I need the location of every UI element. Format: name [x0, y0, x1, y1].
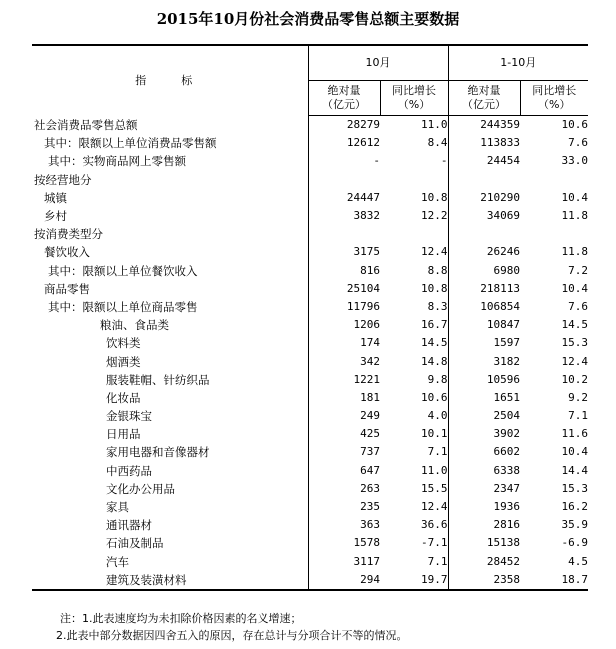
row-label: 乡村	[32, 207, 308, 225]
ytd-growth: 7.1	[568, 409, 588, 423]
ytd-growth: 10.4	[561, 281, 588, 295]
oct-value: 1206	[353, 318, 380, 332]
table-row	[32, 152, 588, 170]
row-label: 日用品	[32, 425, 308, 443]
oct-growth	[380, 225, 448, 243]
oct-growth: 4.0	[380, 407, 448, 425]
row-label: 文化办公用品	[32, 480, 308, 498]
oct-value: 25104	[346, 281, 380, 295]
oct-growth: 12.4	[380, 243, 448, 261]
oct-value: 174	[360, 336, 380, 350]
table-row	[32, 316, 588, 334]
row-label: 其中：实物商品网上零售额	[32, 152, 308, 170]
row-label: 按经营地分	[32, 171, 308, 189]
ytd-growth: 4.5	[568, 554, 588, 568]
oct-growth: 7.1	[380, 553, 448, 571]
table-row	[32, 462, 588, 480]
ytd-value: 2816	[493, 518, 520, 532]
row-label: 化妆品	[32, 389, 308, 407]
oct-value: 816	[360, 263, 380, 277]
table-row	[32, 225, 588, 243]
table-row	[32, 298, 588, 316]
table-row	[32, 407, 588, 425]
row-label: 烟酒类	[32, 352, 308, 370]
ytd-growth: 15.3	[561, 336, 588, 350]
oct-growth: 36.6	[380, 516, 448, 534]
ytd-value: 10596	[486, 372, 520, 386]
oct-growth: 11.0	[380, 462, 448, 480]
oct-value: 11796	[346, 299, 380, 313]
oct-growth: 8.8	[380, 262, 448, 280]
oct-value: 3832	[353, 209, 380, 223]
table-row	[32, 334, 588, 352]
oct-growth: 7.1	[380, 443, 448, 461]
ytd-growth: 11.8	[561, 245, 588, 259]
oct-growth: 14.8	[380, 352, 448, 370]
ytd-value: 2358	[448, 571, 520, 590]
oct-growth: 15.5	[380, 480, 448, 498]
row-label: 按消费类型分	[32, 225, 308, 243]
oct-value: 24447	[346, 190, 380, 204]
oct-value: 425	[360, 427, 380, 441]
row-label: 建筑及装潢材料	[32, 571, 308, 590]
oct-growth: 8.3	[380, 298, 448, 316]
table-row	[32, 189, 588, 207]
oct-growth: -	[380, 152, 448, 170]
row-label: 石油及制品	[32, 534, 308, 552]
table-row	[32, 280, 588, 298]
ytd-growth: 18.7	[520, 571, 588, 590]
oct-growth: 19.7	[380, 571, 448, 590]
ytd-value: 218113	[480, 281, 520, 295]
row-label: 金银珠宝	[32, 407, 308, 425]
table-row	[32, 480, 588, 498]
oct-growth	[380, 171, 448, 189]
table-row	[32, 443, 588, 461]
oct-growth: 10.1	[380, 425, 448, 443]
table-row	[32, 425, 588, 443]
row-label: 城镇	[32, 189, 308, 207]
ytd-growth: 33.0	[561, 154, 588, 168]
ytd-growth: 10.2	[561, 372, 588, 386]
ytd-value: 28452	[486, 554, 520, 568]
table-row	[32, 352, 588, 370]
oct-growth: 10.8	[380, 189, 448, 207]
oct-growth: 12.2	[380, 207, 448, 225]
ytd-value: 1651	[493, 390, 520, 404]
row-label: 社会消费品零售总额	[32, 116, 308, 135]
ytd-value: 1936	[493, 500, 520, 514]
ytd-value: 2504	[493, 409, 520, 423]
table-row	[32, 171, 588, 189]
oct-value: 737	[360, 445, 380, 459]
row-label: 家用电器和音像器材	[32, 443, 308, 461]
row-label: 通讯器材	[32, 516, 308, 534]
ytd-growth: 11.6	[561, 427, 588, 441]
oct-growth: 16.7	[380, 316, 448, 334]
row-label: 粮油、食品类	[32, 316, 308, 334]
oct-growth: 8.4	[380, 134, 448, 152]
ytd-growth: 15.3	[561, 481, 588, 495]
ytd-growth: 14.5	[561, 318, 588, 332]
table-row	[32, 134, 588, 152]
oct-growth: 12.4	[380, 498, 448, 516]
ytd-growth	[520, 171, 588, 189]
oct-growth: 10.8	[380, 280, 448, 298]
ytd-value: 3902	[493, 427, 520, 441]
oct-value	[308, 171, 380, 189]
ytd-value: 6602	[493, 445, 520, 459]
table-row	[32, 116, 588, 135]
ytd-growth: 7.6	[568, 299, 588, 313]
col-abs-label: 绝对量 （亿元）	[322, 84, 366, 111]
oct-growth: 11.0	[380, 116, 448, 135]
oct-value: 342	[360, 354, 380, 368]
table-row	[32, 389, 588, 407]
oct-value: 263	[360, 481, 380, 495]
footnotes	[56, 610, 408, 644]
ytd-value: 3182	[493, 354, 520, 368]
ytd-value: 24454	[486, 154, 520, 168]
row-label: 饮料类	[32, 334, 308, 352]
table-row	[32, 498, 588, 516]
footnote-2: 2.此表中部分数据因四舍五入的原因，存在总计与分项合计不等的情况。	[56, 629, 408, 642]
row-label: 餐饮收入	[32, 243, 308, 261]
ytd-growth: 14.4	[561, 463, 588, 477]
table-row	[32, 571, 588, 590]
ytd-value: 26246	[486, 245, 520, 259]
ytd-growth: 9.2	[568, 390, 588, 404]
ytd-growth: -6.9	[561, 536, 588, 550]
ytd-value: 106854	[480, 299, 520, 313]
ytd-growth	[520, 225, 588, 243]
oct-value: 249	[360, 409, 380, 423]
oct-value: 235	[360, 500, 380, 514]
row-label: 家具	[32, 498, 308, 516]
table-row	[32, 243, 588, 261]
oct-value: 28279	[346, 118, 380, 132]
col-abs-label: 绝对量 （亿元）	[462, 84, 506, 111]
row-label: 其中：限额以上单位消费品零售额	[32, 134, 308, 152]
ytd-value: 6980	[493, 263, 520, 277]
ytd-growth: 7.2	[568, 263, 588, 277]
table-row	[32, 262, 588, 280]
table-row	[32, 553, 588, 571]
oct-value: 3175	[353, 245, 380, 259]
row-label: 服装鞋帽、针纺织品	[32, 371, 308, 389]
retail-sales-table	[32, 44, 588, 591]
footnote-1: 注：1.此表速度均为未扣除价格因素的名义增速；	[60, 612, 302, 625]
oct-value: 12612	[346, 136, 380, 150]
row-label: 中西药品	[32, 462, 308, 480]
period-header-ytd: 1-10月	[448, 45, 588, 81]
ytd-value	[448, 171, 520, 189]
ytd-growth: 10.6	[561, 118, 588, 132]
col-abs-header	[308, 81, 380, 116]
oct-value: 1221	[353, 372, 380, 386]
ytd-growth: 10.4	[561, 445, 588, 459]
row-label: 其中：限额以上单位餐饮收入	[32, 262, 308, 280]
indicator-header: 指 标	[32, 45, 308, 116]
oct-value: 363	[360, 518, 380, 532]
ytd-growth: 7.6	[568, 136, 588, 150]
row-label: 商品零售	[32, 280, 308, 298]
ytd-value: 15138	[486, 536, 520, 550]
row-label: 汽车	[32, 553, 308, 571]
ytd-growth: 10.4	[561, 190, 588, 204]
table-body	[32, 116, 588, 590]
table-row	[32, 516, 588, 534]
table-row	[32, 207, 588, 225]
oct-value: 3117	[353, 554, 380, 568]
col-growth-label: 同比增长 （%）	[532, 84, 577, 111]
row-label: 其中：限额以上单位商品零售	[32, 298, 308, 316]
ytd-value: 244359	[480, 118, 520, 132]
oct-value: 1578	[353, 536, 380, 550]
oct-growth: -7.1	[380, 534, 448, 552]
col-growth-header	[380, 81, 448, 116]
ytd-growth: 35.9	[561, 518, 588, 532]
ytd-growth: 16.2	[561, 500, 588, 514]
ytd-growth: 12.4	[561, 354, 588, 368]
ytd-value: 2347	[493, 481, 520, 495]
oct-value: 647	[360, 463, 380, 477]
ytd-value: 210290	[480, 190, 520, 204]
table-row	[32, 534, 588, 552]
oct-value: -	[373, 154, 380, 168]
col-abs-header	[448, 81, 520, 116]
col-growth-header	[520, 81, 588, 116]
col-growth-label: 同比增长 （%）	[392, 84, 436, 111]
table-row	[32, 371, 588, 389]
page-title: 2015年10月份社会消费品零售总额主要数据	[156, 10, 460, 28]
ytd-value: 113833	[480, 136, 520, 150]
oct-value: 294	[308, 571, 380, 590]
ytd-value: 10847	[486, 318, 520, 332]
oct-growth: 9.8	[380, 371, 448, 389]
ytd-value: 6338	[493, 463, 520, 477]
ytd-growth: 11.8	[561, 209, 588, 223]
oct-value	[308, 225, 380, 243]
ytd-value: 1597	[493, 336, 520, 350]
oct-growth: 14.5	[380, 334, 448, 352]
ytd-value	[448, 225, 520, 243]
ytd-value: 34069	[486, 209, 520, 223]
period-header-oct: 10月	[308, 45, 448, 81]
oct-value: 181	[360, 390, 380, 404]
oct-growth: 10.6	[380, 389, 448, 407]
